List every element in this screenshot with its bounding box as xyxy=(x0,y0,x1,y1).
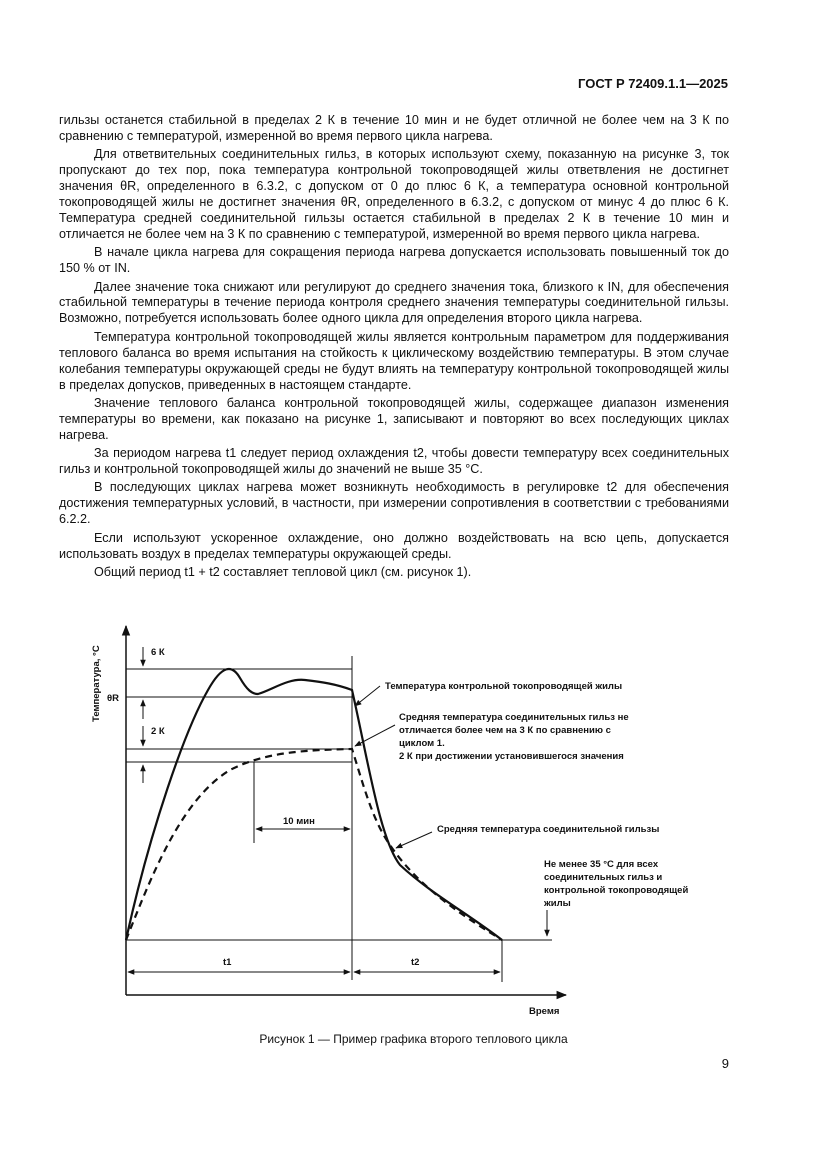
paragraph: гильзы останется стабильной в пределах 2 К в течение 10 мин и не будет отличной не более чем на 3 К по сравнению с температурой, измеренной во время первого цикла нагрева. xyxy=(59,113,729,143)
conductor-label: Температура контрольной токопроводящей жилы xyxy=(385,681,623,692)
sleeve-label: Средняя температура соединительной гильзы xyxy=(437,824,660,835)
min35-line: жилы xyxy=(544,898,571,909)
paragraph: Общий период t1 + t2 составляет тепловой цикл (см. рисунок 1). xyxy=(94,564,472,579)
note-line: 2 К при достижении установившегося значения xyxy=(399,751,624,762)
figure-caption: Рисунок 1 — Пример графика второго теплового цикла xyxy=(259,1032,568,1046)
tolerance-2k-label: 2 К xyxy=(151,726,165,737)
paragraph: В последующих циклах нагрева может возникнуть необходимость в регулировке t2 для обеспечения достижения температурных условий, в частности, при измерении сопротивления в соответствии с требованиями 6.2.2. xyxy=(59,480,729,527)
note-line: Средняя температура соединительных гильз не xyxy=(399,712,629,723)
paragraph: Если используют ускоренное охлаждение, оно должно воздействовать на всю цепь, допускается использовать воздух в пределах температуры окружающей среды. xyxy=(59,530,729,561)
conductor-temperature-curve xyxy=(126,669,502,940)
note-line: отличается более чем на 3 К по сравнению с xyxy=(399,725,611,736)
paragraph: Температура контрольной токопроводящей жилы является контрольным параметром для поддерживания теплового баланса во время испытания на стойкость к циклическому воздействию температуры. В этом случае колебания температуры окружающей среды не будут влиять на температуру контрольной токопроводящей жилы в пределах допусков, приведенных в настоящем стандарте. xyxy=(59,329,729,392)
paragraph: Далее значение тока снижают или регулируют до среднего значения тока, близкого к IN, для обеспечения стабильной температуры в течение периода контроля среднего значения температуры соединительной гильзы. Возможно, потребуется использовать более одного цикла для определения второго цикла нагрева. xyxy=(59,279,729,326)
paragraph: Значение теплового баланса контрольной токопроводящей жилы, содержащее диапазон изменения температуры во времени, как показано на рисунке 1, записывают и повторяют во всех последующих циклах нагрева. xyxy=(59,395,729,442)
paragraph: Для ответвительных соединительных гильз, в которых используют схему, показанную на рисунке 3, ток пропускают до тех пор, пока температура контрольной токопроводящей жилы ответвления не достигнет значения θR, определенного в 6.3.2, с допуском от 0 до плюс 6 К, а температура основной контрольной токопроводящей жилы не достигнет значения θR, определенного в 6.3.2, с допуском от минус 4 до плюс 6 К. Температура средней соединительной гильзы остается стабильной в пределах 2 К в течение 10 мин и отличается не более чем на 3 К по сравнению с температурой, измеренной во время первого цикла нагрева. xyxy=(59,147,729,241)
t2-label: t2 xyxy=(411,957,420,968)
paragraph: В начале цикла нагрева для сокращения периода нагрева допускается использовать повышенный ток до 150 % от IN. xyxy=(59,245,729,276)
page-number: 9 xyxy=(721,1056,729,1071)
min35-line: контрольной токопроводящей xyxy=(544,885,689,896)
tolerance-6k-label: 6 К xyxy=(151,647,165,658)
document-header: ГОСТ Р 72409.1.1—2025 xyxy=(578,76,728,91)
y-axis-label: Температура, °С xyxy=(91,645,102,722)
thermal-cycle-figure xyxy=(80,622,760,1022)
theta-r-label: θR xyxy=(107,693,119,704)
paragraph: За периодом нагрева t1 следует период охлаждения t2, чтобы довести температуру всех соединительных гильз и контрольной токопроводящей жилы до значений не выше 35 °С. xyxy=(59,446,729,477)
ten-min-label: 10 мин xyxy=(283,816,315,827)
note-line: циклом 1. xyxy=(399,738,445,749)
body-text xyxy=(59,113,729,583)
t1-label: t1 xyxy=(223,957,232,968)
x-axis-label: Время xyxy=(529,1006,560,1017)
min35-line: Не менее 35 °С для всех xyxy=(544,859,659,870)
sleeve-temperature-curve xyxy=(126,749,502,940)
min35-line: соединительных гильз и xyxy=(544,872,663,883)
